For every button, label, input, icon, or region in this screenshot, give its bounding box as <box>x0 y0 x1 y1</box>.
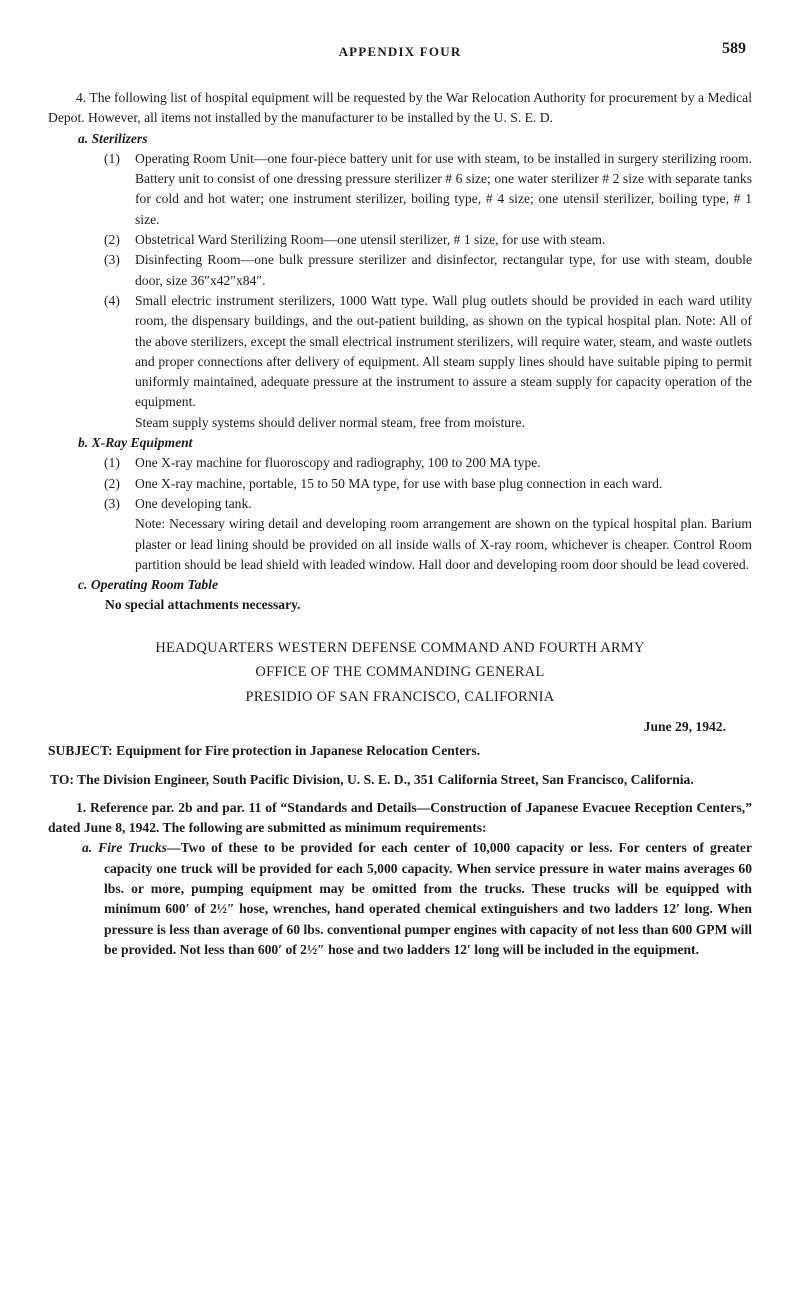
list-item <box>48 291 752 413</box>
running-header: APPENDIX FOUR <box>338 44 462 59</box>
section-note: No special attachments necessary. <box>105 597 301 613</box>
item-text: Obstetrical Ward Sterilizing Room—one utensil sterilizer, # 1 size, for use with steam. <box>135 232 606 248</box>
item-number: (2) <box>104 232 120 248</box>
memo-date: June 29, 1942. <box>643 719 726 735</box>
intro-paragraph: 4. The following list of hospital equipment will be requested by the War Relocation Authority for procurement by a Medical Depot. However, all items not installed by the manufacturer to be installed by the U. S. E. D. <box>48 90 752 126</box>
item-number: (2) <box>104 475 120 491</box>
item-number: (1) <box>104 150 120 166</box>
item-number: (3) <box>104 495 120 511</box>
section-letter: a. <box>78 130 89 146</box>
fire-trucks-item <box>48 838 752 960</box>
section-operating-table <box>48 575 752 595</box>
item-note: Note: Necessary wiring detail and developing room arrangement are shown on the typical hospital plan. Barium plaster or lead lining should be provided on all inside walls of X-ray room, whichever is cheaper. Control Room partition should be lead shield with leaded window. Hall door and developing room door should be lead covered. <box>135 516 752 572</box>
section-letter: b. <box>78 435 89 451</box>
item-text: Operating Room Unit—one four-piece battery unit for use with steam, to be installed in surgery sterilizing room. Battery unit to consist of one dressing pressure sterilizer # 6 size; one water sterilizer # 2 size with separate tanks for cold and hot water; one instrument sterilizer, boiling type, # 4 size; one utensil sterilizer, boiling type, # 1 size. <box>135 150 752 227</box>
item-text: One X-ray machine for fluoroscopy and radiography, 100 to 200 MA type. <box>135 455 541 471</box>
list-item <box>48 230 752 250</box>
section-xray <box>48 433 752 453</box>
item-title: Fire Trucks <box>98 840 167 856</box>
page-body <box>48 88 752 960</box>
letterhead-line: OFFICE OF THE COMMANDING GENERAL <box>255 664 545 681</box>
memo-paragraph: 1. Reference par. 2b and par. 11 of “Standards and Details—Construction of Japanese Evacuee Reception Centers,” dated June 8, 1942. The following are submitted as minimum requirements: <box>48 799 752 836</box>
section-title: X-Ray Equipment <box>91 435 193 451</box>
section-letter: c. <box>78 577 88 593</box>
list-item <box>48 250 752 291</box>
section-title: Operating Room Table <box>90 577 218 593</box>
item-text: Small electric instrument sterilizers, 1000 Watt type. Wall plug outlets should be provided in each ward utility room, the dispensary buildings, and the out-patient building, as shown on the typical hospital plan. Note: All of the above sterilizers, except the small electrical instrument sterilizers, will require water, steam, and waste outlets and proper connections after delivery of equipment. All steam supply lines should have suitable piping to permit uniformly maintained, adequate pressure at the instrument to assure a steam supply for capacity operation of the equipment. <box>135 292 752 410</box>
list-item <box>48 494 752 514</box>
memo-to: TO: The Division Engineer, South Pacific Division, U. S. E. D., 351 California Street, San Francisco, California. <box>50 771 694 787</box>
item-text: One developing tank. <box>135 495 252 511</box>
list-item <box>48 474 752 494</box>
item-number: (3) <box>104 252 120 268</box>
letterhead-line: HEADQUARTERS WESTERN DEFENSE COMMAND AND FOURTH ARMY <box>155 639 645 656</box>
page-number: 589 <box>722 40 746 57</box>
item-text: —Two of these to be provided for each center of 10,000 capacity or less. For centers of greater capacity one truck will be provided for each 5,000 capacity. When service pressure in water mains averages 60 lbs. or more, pumping equipment may be omitted from the trucks. These trucks will be equipped with minimum 600′ of 2½″ hose, wrenches, hand operated chemical extinguishers and two ladders 12′ long. When pressure is less than average of 60 lbs. conventional pumper engines with capacity of not less than 600 GPM will be provided. Not less than 600′ of 2½″ hose and two ladders 12′ long will be included in the equipment. <box>104 840 752 957</box>
item-number: (4) <box>104 292 120 308</box>
item-text: One X-ray machine, portable, 15 to 50 MA type, for use with base plug connection in each ward. <box>135 475 663 491</box>
section-title: Sterilizers <box>91 130 148 146</box>
letterhead <box>48 636 752 710</box>
item-note: Steam supply systems should deliver normal steam, free from moisture. <box>135 414 525 430</box>
item-letter: a. <box>82 840 93 856</box>
memo-subject: SUBJECT: Equipment for Fire protection in Japanese Relocation Centers. <box>48 743 481 759</box>
section-sterilizers <box>48 129 752 149</box>
item-number: (1) <box>104 455 120 471</box>
list-item <box>48 149 752 230</box>
letterhead-line: PRESIDIO OF SAN FRANCISCO, CALIFORNIA <box>245 688 555 705</box>
item-text: Disinfecting Room—one bulk pressure sterilizer and disinfector, rectangular type, for use with steam, double door, size 36″x42″x84″. <box>135 252 752 288</box>
list-item <box>48 453 752 473</box>
